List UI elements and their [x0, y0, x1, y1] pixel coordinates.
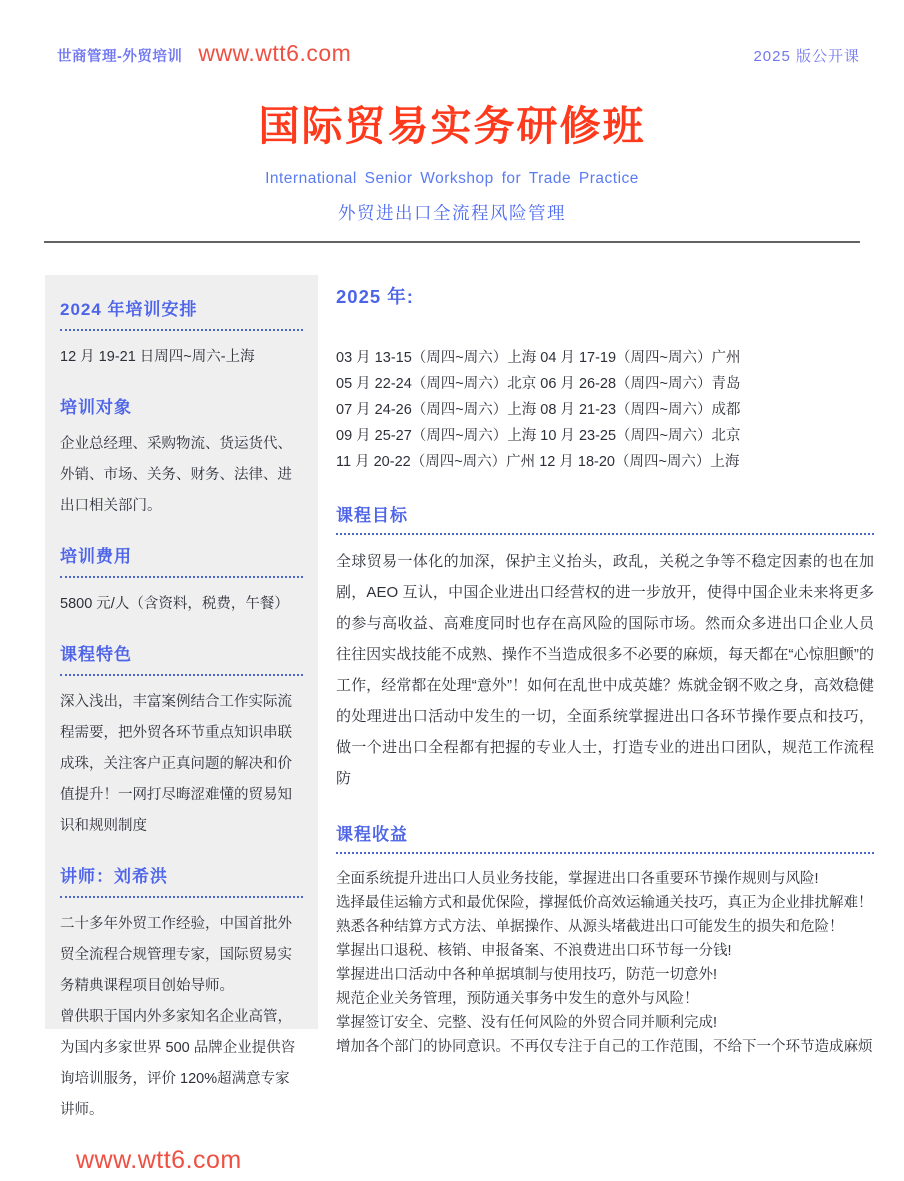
schedule-2025-heading: 2025 年: [336, 286, 414, 307]
sidebar-heading-audience: 培训对象 [60, 398, 132, 417]
benefit-line: 全面系统提升进出口人员业务技能，掌握进出口各重要环节操作规则与风险! [336, 871, 819, 887]
sidebar-heading-lecturer: 讲师：刘希洪 [60, 867, 168, 886]
sidebar-text-2024-schedule [60, 342, 303, 373]
sidebar-section-lecturer [60, 862, 303, 1126]
sidebar-heading-features: 课程特色 [60, 645, 132, 664]
dotted-separator [60, 674, 303, 676]
dotted-separator [60, 896, 303, 898]
subtitle-english: International Senior Workshop for Trade Practice [265, 170, 639, 187]
benefit-line: 增加各个部门的协同意识。不再仅专注于自己的工作范围，不给下一个环节造成麻烦 [336, 1039, 873, 1055]
course-benefits-heading: 课程收益 [336, 825, 408, 844]
sidebar-text-features [60, 687, 303, 842]
sidebar-heading-2024-schedule: 2024 年培训安排 [60, 300, 198, 319]
page-title: 国际贸易实务研修班 [258, 103, 646, 149]
benefit-line: 掌握进出口活动中各种单据填制与使用技巧，防范一切意外! [336, 967, 718, 983]
dotted-separator [60, 329, 303, 331]
brand-label: 世商管理-外贸培训 [57, 49, 183, 65]
content [45, 275, 874, 1174]
sidebar-text-line: 12 月 19-21 日周四~周六-上海 [60, 349, 255, 365]
benefit-line: 掌握签订安全、完整、没有任何风险的外贸合同并顺利完成! [336, 1015, 718, 1031]
section-course-goals [336, 501, 874, 794]
schedule-2025-list [336, 345, 874, 475]
header-website-link[interactable]: www.wtt6.com [198, 40, 352, 66]
benefit-line: 规范企业关务管理，预防通关事务中发生的意外与风险！ [336, 991, 699, 1007]
course-benefits-list [336, 867, 874, 1059]
benefit-line: 掌握出口退税、核销、申报备案、不浪费进出口环节每一分钱! [336, 943, 732, 959]
sidebar-text-fee [60, 589, 303, 620]
section-course-benefits [336, 820, 874, 1059]
sidebar-text-line: 深入浅出，丰富案例结合工作实际流程需要，把外贸各环节重点知识串联成珠，关注客户正真问题的解决和价值提升！一网打尽晦涩难懂的贸易知识和规则制度 [60, 694, 292, 834]
sidebar-section-audience [60, 393, 303, 522]
sidebar-section-schedule-2024 [60, 295, 303, 373]
sidebar-text-audience [60, 429, 303, 522]
edition-label: 2025 版公开课 [753, 48, 860, 65]
sidebar-section-features [60, 640, 303, 842]
benefit-line: 熟悉各种结算方式方法、单据操作、从源头堵截进出口可能发生的损失和危险！ [336, 919, 844, 935]
dotted-separator [336, 533, 874, 535]
course-goals-heading: 课程目标 [336, 506, 408, 525]
sidebar [45, 275, 318, 1174]
sidebar-website-link[interactable]: www.wtt6.com [76, 1146, 242, 1174]
sidebar-section-fee [60, 542, 303, 620]
sidebar-text-lecturer [60, 909, 303, 1126]
dotted-separator [60, 576, 303, 578]
sidebar-heading-fee: 培训费用 [60, 547, 132, 566]
schedule-line: 05 月 22-24（周四~周六）北京 06 月 26-28（周四~周六）青岛 [336, 376, 741, 392]
benefit-line: 选择最佳运输方式和最优保险，撑握低价高效运输通关技巧，真正为企业排扰解难！ [336, 895, 873, 911]
header-divider [44, 241, 860, 243]
schedule-line: 07 月 24-26（周四~周六）上海 08 月 21-23（周四~周六）成都 [336, 402, 741, 418]
sidebar-text-line: 5800 元/人（含资料，税费，午餐） [60, 596, 289, 612]
sidebar-text-line: 曾供职于国内外多家知名企业高管，为国内多家世界 500 品牌企业提供咨询培训服务，评价 120%超满意专家讲师。 [60, 1009, 296, 1118]
sidebar-text-line: 二十多年外贸工作经验，中国首批外贸全流程合规管理专家，国际贸易实务精典课程项目创始导师。 [60, 916, 292, 994]
header [0, 0, 904, 67]
course-goals-text: 全球贸易一体化的加深，保护主义抬头，政乱，关税之争等不稳定因素的也在加剧，AEO 互认，中国企业进出口经营权的进一步放开，使得中国企业未来将更多的参与高收益、高难度同时也存在高风险的国际市场。然而众多进出口企业人员往往因实战技能不成熟、操作不当造成很多不必要的麻烦，每天都在“心惊胆颤”的工作，经常都在处理“意外”！如何在乱世中成英雄？炼就金钢不败之身，高效稳健的处理进出口活动中发生的一切，全面系统掌握进出口各环节操作要点和技巧，做一个进出口全程都有把握的专业人士，打造专业的进出口团队，规范工作流程防 [336, 553, 874, 787]
schedule-line: 03 月 13-15（周四~周六）上海 04 月 17-19（周四~周六）广州 [336, 350, 741, 366]
dotted-separator [336, 852, 874, 854]
main-column [336, 275, 874, 1059]
schedule-line: 09 月 25-27（周四~周六）上海 10 月 23-25（周四~周六）北京 [336, 428, 741, 444]
subtitle-chinese: 外贸进出口全流程风险管理 [338, 203, 566, 223]
sidebar-text-line: 企业总经理、采购物流、货运货代、外销、市场、关务、财务、法律、进出口相关部门。 [60, 436, 292, 514]
schedule-line: 11 月 20-22（周四~周六）广州 12 月 18-20（周四~周六）上海 [336, 454, 740, 470]
